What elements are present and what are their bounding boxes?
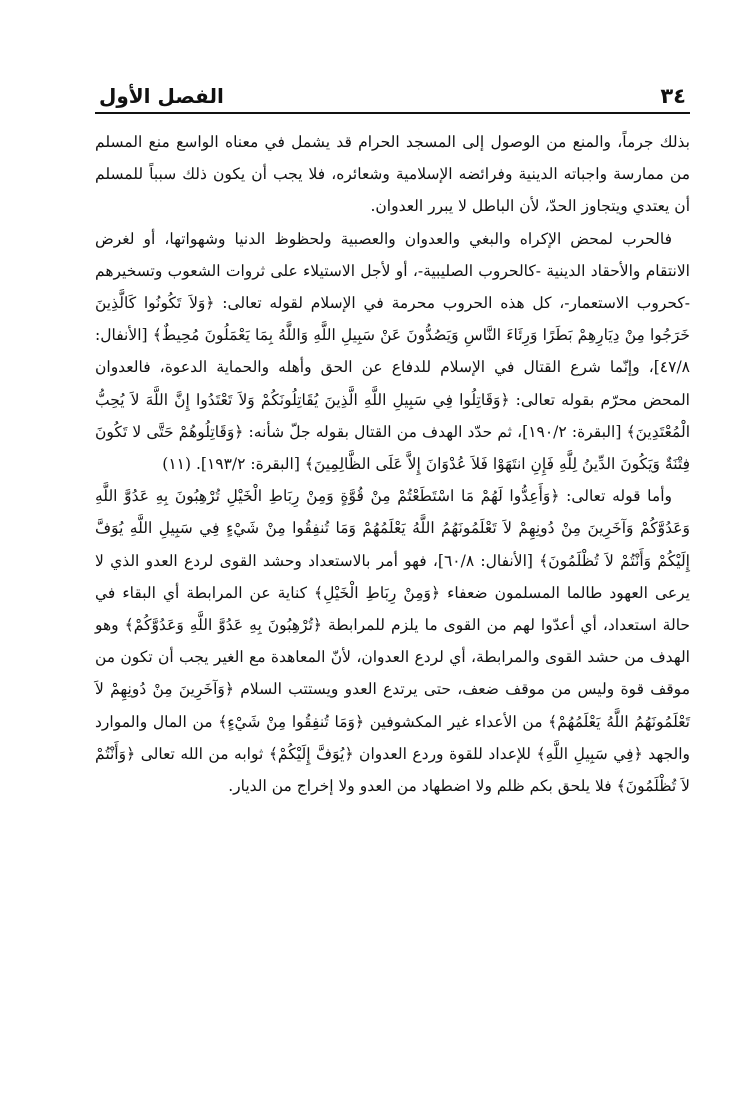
chapter-title: الفصل الأول xyxy=(99,84,224,108)
paragraph: بذلك جرماً، والمنع من الوصول إلى المسجد الحرام قد يشمل في معناه الواسع منع المسلم من ممارسة واجباته الدينية وفرائضه الإسلامية وشعائره، فلا يجب أن يكون ذلك سبباً للمسلم أن يعتدي ويتجاوز الحدّ، لأن الباطل لا يبرر العدوان. xyxy=(95,133,690,216)
page-number: ٣٤ xyxy=(660,84,686,108)
paragraph: فالحرب لمحض الإكراه والبغي والعدوان والعصبية ولحظوظ الدنيا وشهواتها، أو لغرض الانتقام والأحقاد الدينية -كالحروب الصليبية-، أو لأجل الاستيلاء على ثروات الشعوب وتسخيرهم -كحروب الاستعمار-، كل هذه الحروب محرمة في الإسلام لقوله تعالى: ﴿وَلاَ تَكُونُوا كَالَّذِينَ خَرَجُوا مِنْ دِيَارِهِمْ بَطَرًا وَرِئَاءَ النَّاسِ وَيَصُدُّونَ عَنْ سَبِيلِ اللَّهِ وَاللَّهُ بِمَا يَعْمَلُونَ مُحِيطٌ﴾ [الأنفال: ٤٧/٨]، وإنّما شرع القتال في الإسلام للدفاع عن الحق وأهله والحماية الدعوة، فالعدوان المحض محرّم بقوله تعالى: ﴿وَقَاتِلُوا فِي سَبِيلِ اللَّهِ الَّذِينَ يُقَاتِلُونَكُمْ وَلاَ تَعْتَدُوا إِنَّ اللَّهَ لاَ يُحِبُّ الْمُعْتَدِينَ﴾ [البقرة: ١٩٠/٢]، ثم حدّد الهدف من القتال بقوله جلّ شأنه: ﴿وَقَاتِلُوهُمْ حَتَّى لا تَكُونَ فِتْنَةٌ وَيَكُونَ الدِّينُ لِلَّهِ فَإِنِ انتَهَوْا فَلاَ عُدْوَانَ إِلاَّ عَلَى الظَّالِمِينَ﴾ [البقرة: ١٩٣/٢]. (١١) xyxy=(95,229,690,474)
book-page xyxy=(95,78,690,802)
paragraph: وأما قوله تعالى: ﴿وَأَعِدُّوا لَهُمْ مَا اسْتَطَعْتُمْ مِنْ قُوَّةٍ وَمِنْ رِبَاطِ الْخَيْلِ تُرْهِبُونَ بِهِ عَدُوَّ اللَّهِ وَعَدُوَّكُمْ وَآخَرِينَ مِنْ دُونِهِمْ لاَ تَعْلَمُونَهُمُ اللَّهُ يَعْلَمُهُمْ وَمَا تُنفِقُوا مِنْ شَيْءٍ فِي سَبِيلِ اللَّهِ يُوَفَّ إِلَيْكُمْ وَأَنْتُمْ لاَ تُظْلَمُونَ﴾ [الأنفال: ٦٠/٨]، فهو أمر بالاستعداد وحشد القوى لردع العدو الذي لا يرعى العهود طالما المسلمون ضعفاء ﴿وَمِنْ رِبَاطِ الْخَيْلِ﴾ كناية عن المرابطة أي البقاء في حالة استعداد، أي أعدّوا لهم من القوى ما يلزم للمرابطة ﴿تُرْهِبُونَ بِهِ عَدُوَّ اللَّهِ وَعَدُوَّكُمْ﴾ وهو الهدف من حشد القوى والمرابطة، أي لردع العدوان، لأنّ المعاهدة مع الغير يجب أن تكون من موقف قوة وليس من موقف ضعف، حتى يرتدع العدو ويستتب السلام ﴿وَآخَرِينَ مِنْ دُونِهِمْ لاَ تَعْلَمُونَهُمُ اللَّهُ يَعْلَمُهُمْ﴾ من الأعداء غير المكشوفين ﴿وَمَا تُنفِقُوا مِنْ شَيْءٍ﴾ من المال والموارد والجهد ﴿فِي سَبِيلِ اللَّهِ﴾ للإعداد للقوة وردع العدوان ﴿يُوَفَّ إِلَيْكُمْ﴾ ثوابه من الله تعالى ﴿وَأَنْتُمْ لاَ تُظْلَمُونَ﴾ فلا يلحق بكم ظلم ولا اضطهاد من العدو ولا إخراج من الديار. xyxy=(95,487,690,796)
body-text xyxy=(95,126,690,802)
running-header xyxy=(95,78,690,108)
header-rule xyxy=(95,112,690,114)
